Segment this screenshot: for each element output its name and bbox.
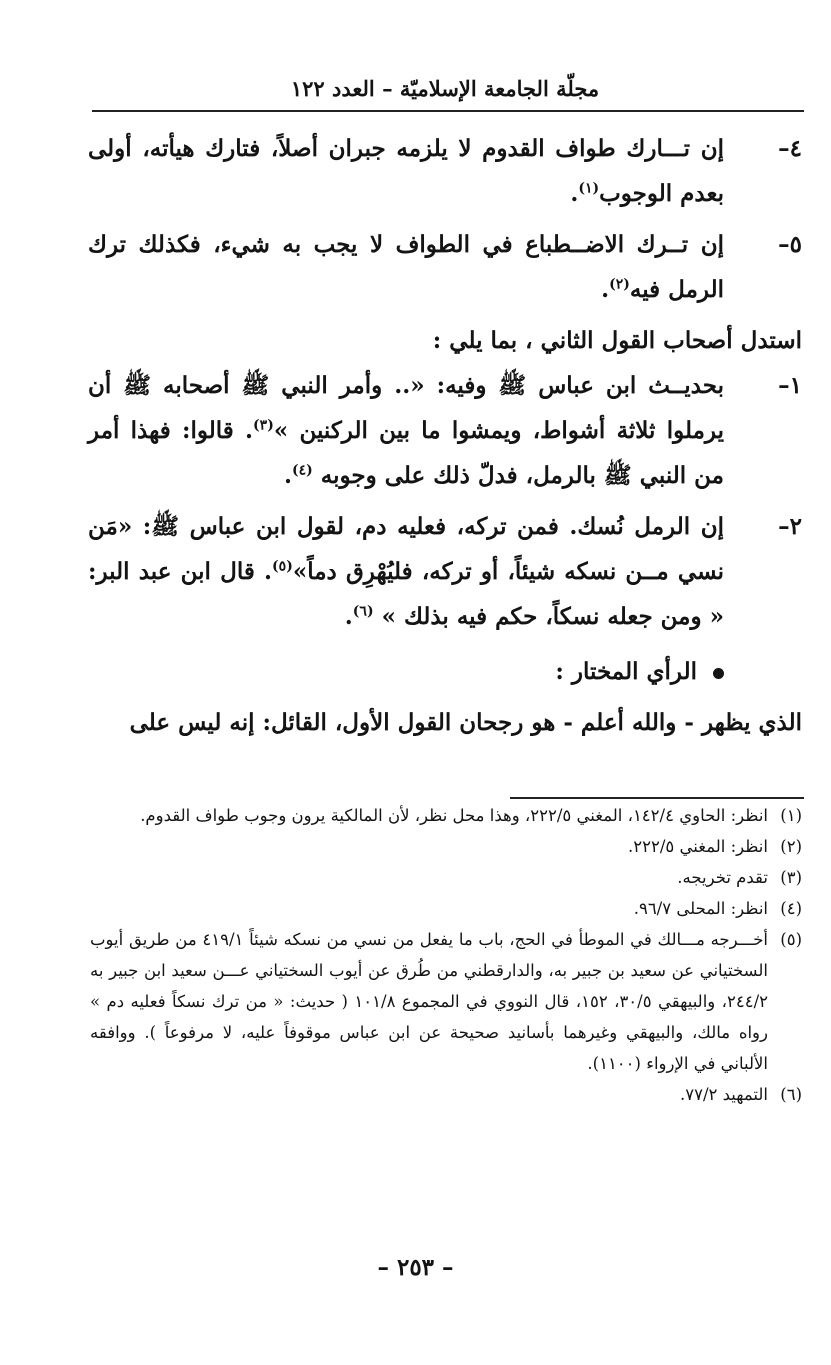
list-item [88,126,802,216]
list-item [88,222,802,312]
footnote-text: أخـــرجه مـــالك في الموطأ في الحج، باب ما يفعل من نسي من نسكه شيئاً ٤١٩/١ من طريق أيوب السختياني عن سعيد بن جبير به، والدارقطني من طُرق عن أيوب السختياني عـــن سعيد ابن جبير به ٢٤٤/٢، والبيهقي ٣٠/٥، ١٥٢، قال النووي في المجموع ١٠١/٨ ( حديث: « من ترك نسكاً فعليه دم » رواه مالك، والبيهقي وغيرهما بأسانيد صحيحة عن ابن عباس موقوفاً عليه، لا مرفوعاً ). ووافقه الألباني في الإرواء (١١٠٠). [90,930,769,1073]
list-item [88,504,802,639]
footnote-text: انظر: الحاوي ١٤٢/٤، المغني ٢٢٢/٥، وهذا محل نظر، لأن المالكية يرون وجوب طواف القدوم. [140,806,768,825]
footnote-number: (٤) [780,899,802,918]
footnote-divider [510,797,804,799]
footnote-number: (٦) [780,1085,802,1104]
item-text-continued: . قال ابن عبد البر: « ومن جعله نسكاً، حكم فيه بذلك » [88,558,724,630]
footnote-text: انظر: المحلى ٩٦/٧. [633,899,768,918]
footnote-ref: (٤) [291,462,313,479]
footnote [90,831,802,862]
item-text: إن تـــارك طواف القدوم لا يلزمه جبران أصلاً، فتارك هيأته، أولى بعدم الوجوب [88,135,724,207]
paragraph-text: الذي يظهر - والله أعلم - هو رجحان القول الأول، القائل: إنه ليس على [129,709,802,736]
footnote-text: تقدم تخريجه. [677,868,768,887]
footnote-text: التمهيد ٧٧/٢. [679,1085,768,1104]
chosen-opinion-heading [88,649,802,694]
footnote-number: (١) [780,806,802,825]
item-text: إن الرمل نُسك. فمن تركه، فعليه دم، لقول ابن عباس ﷺ: «مَن نسي مــن نسكه شيئاً، أو تركه، فليُهْرِق دماً» [88,513,725,585]
footnote-ref: (١) [578,180,600,197]
footnote-ref: (٢) [609,276,630,293]
item-end: . [344,603,353,630]
item-text: إن تــرك الاضــطباع في الطواف لا يجب به شيء، فكذلك ترك الرمل فيه [88,231,724,303]
item-end: . [601,276,610,303]
footnote [90,800,802,831]
footnote-number: (٥) [780,930,802,949]
item-end: . [570,180,579,207]
footnote-ref: (٥) [272,558,293,575]
footnote-text: انظر: المغني ٢٢٢/٥. [628,837,768,856]
item-text-continued: . قالوا: فهذا أمر من النبي ﷺ بالرمل، فدلّ ذلك على وجوبه [88,417,724,489]
section-intro: استدل أصحاب القول الثاني ، بما يلي : [432,327,802,354]
footnote [90,893,802,924]
footnote-number: (٢) [780,837,802,856]
item-end: . [283,462,292,489]
journal-header: مجلّة الجامعة الإسلاميّة – العدد ١٢٢ [290,76,600,101]
footnote [90,924,802,1079]
list-item [88,363,802,498]
page-number: – ٢٥٣ – [377,1254,454,1281]
footnote [90,1079,802,1110]
footnote-number: (٣) [780,868,802,887]
footnote-ref: (٣) [253,417,274,434]
header-divider [92,110,804,112]
bullet-icon [713,668,724,679]
item-number: ١– [778,372,802,399]
item-number: ٤– [778,135,802,162]
heading-text: الرأي المختار : [555,658,697,685]
item-number: ٥– [778,231,802,258]
item-number: ٢– [778,513,802,540]
main-text [88,126,802,745]
item-text: بحديــث ابن عباس ﷺ وفيه: «.. وأمر النبي ﷺ أصحابه ﷺ أن يرملوا ثلاثة أشواط، ويمشوا ما بين الركنين » [88,372,724,444]
footnote-ref: (٦) [352,603,374,620]
footnotes [90,800,802,1110]
footnote [90,862,802,893]
